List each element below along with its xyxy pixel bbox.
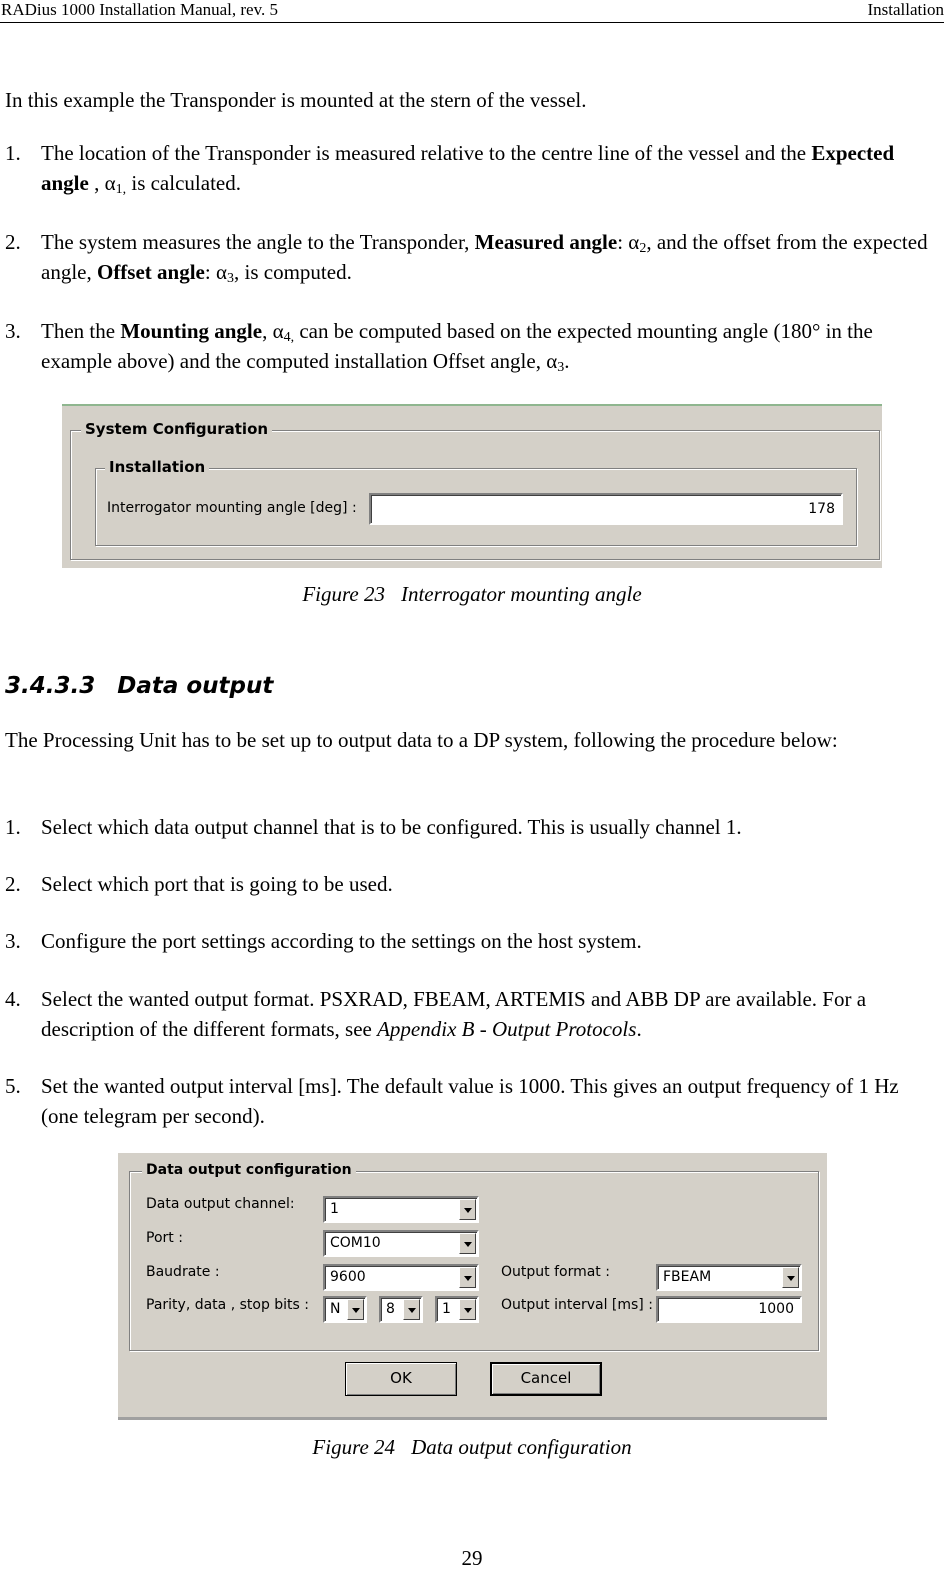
chevron-down-icon[interactable] xyxy=(459,1299,476,1320)
intro-paragraph: In this example the Transponder is mounted at the stern of the vessel. xyxy=(5,88,587,112)
chevron-down-icon[interactable] xyxy=(459,1199,476,1220)
chevron-down-icon[interactable] xyxy=(403,1299,420,1320)
figure-24-caption: Figure 24 Data output configuration xyxy=(312,1435,632,1459)
installation-title: Installation xyxy=(105,458,209,476)
baudrate-select[interactable]: 9600 xyxy=(323,1264,479,1291)
section-heading xyxy=(5,671,273,701)
channel-label: Data output channel: xyxy=(146,1196,295,1212)
data-output-configuration-dialog xyxy=(118,1153,827,1420)
data-output-group-title: Data output configuration xyxy=(142,1161,356,1179)
parity-label: Parity, data , stop bits : xyxy=(146,1297,310,1313)
output-interval-input[interactable]: 1000 xyxy=(656,1296,802,1323)
section-number: 3.4.3.3 xyxy=(5,673,96,699)
chevron-down-icon[interactable] xyxy=(782,1267,799,1288)
port-label: Port : xyxy=(146,1230,183,1246)
page-header xyxy=(0,0,944,23)
header-title: RADius 1000 Installation Manual, rev. 5 xyxy=(1,0,278,19)
procedure-paragraph: The Processing Unit has to be set up to output data to a DP system, following the procedure below: xyxy=(5,728,838,752)
chevron-down-icon[interactable] xyxy=(459,1267,476,1288)
port-select[interactable]: COM10 xyxy=(323,1230,479,1257)
header-section: Installation xyxy=(867,0,944,19)
mounting-angle-label: Interrogator mounting angle [deg] : xyxy=(107,500,357,516)
parity-select[interactable]: N xyxy=(323,1296,367,1323)
cancel-button[interactable]: Cancel xyxy=(490,1362,602,1396)
output-format-label: Output format : xyxy=(501,1264,610,1280)
baudrate-label: Baudrate : xyxy=(146,1264,220,1280)
channel-select[interactable]: 1 xyxy=(323,1196,479,1223)
ok-button[interactable]: OK xyxy=(345,1362,457,1396)
data-bits-select[interactable]: 8 xyxy=(379,1296,423,1323)
section-title: Data output xyxy=(117,673,274,699)
page-number: 29 xyxy=(461,1546,483,1570)
figure-23-caption: Figure 23 Interrogator mounting angle xyxy=(302,582,642,606)
mounting-angle-input[interactable]: 178 xyxy=(369,493,843,525)
chevron-down-icon[interactable] xyxy=(459,1233,476,1254)
chevron-down-icon[interactable] xyxy=(347,1299,364,1320)
output-format-select[interactable]: FBEAM xyxy=(656,1264,802,1291)
system-configuration-title: System Configuration xyxy=(81,420,272,438)
system-configuration-panel xyxy=(62,404,882,568)
stop-bits-select[interactable]: 1 xyxy=(435,1296,479,1323)
output-interval-label: Output interval [ms] : xyxy=(501,1297,653,1313)
